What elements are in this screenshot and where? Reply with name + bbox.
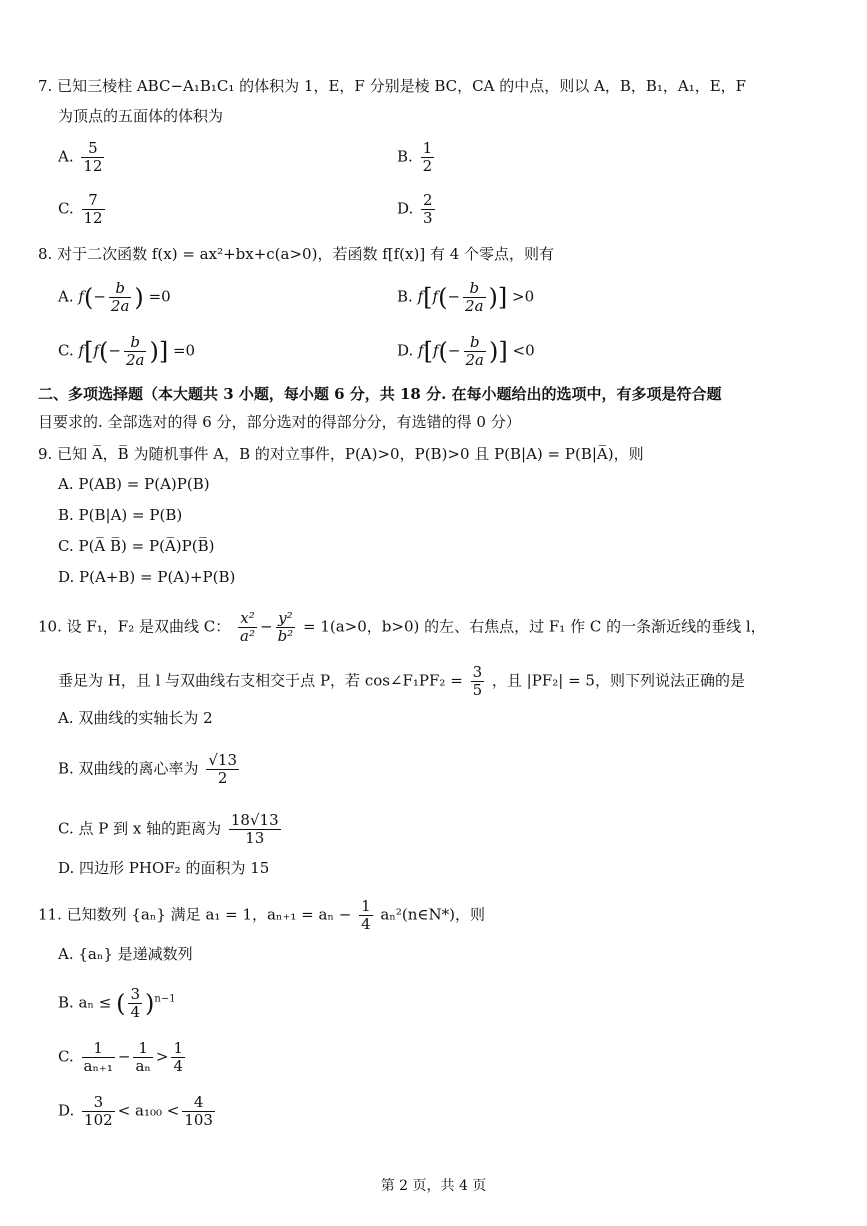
q8-option-b: B. f[f(− $\frac{b}{2a}$ )] >0 [397, 279, 535, 315]
q8-c-fraction: $\frac{b}{2a}$ [125, 333, 145, 369]
q10-stem-line1: 10. 设 F₁，F₂ 是双曲线 C： $\frac{\text{x²}}{\text{a²}}$ − $\frac{\text{y²}}{\text{b²}}$ = 1(a>0，b>0) 的左、右焦点，过 F₁ 作 C 的一条渐近线的垂线 l， [38, 609, 766, 645]
q9-stem: 9. 已知 A̅，B̅ 为随机事件 A，B 的对立事件，P(A)>0，P(B)>0 且 P(B|A) = P(B|A̅)，则 [38, 445, 644, 463]
q10-stem-line2: 垂足为 H，且 l 与双曲线右支相交于点 P，若 cos∠F₁PF₂ = $\frac{3}{5}$ ，且 |PF₂| = 5，则下列说法正确的是 [58, 663, 745, 699]
q8-option-a: A. f(− $\frac{b}{2a}$ ) =0 [58, 279, 171, 315]
q11-c-fraction-2: $\frac{1}{\text{aₙ}}$ [135, 1039, 151, 1075]
q10-cos-fraction: $\frac{3}{5}$ [472, 663, 483, 699]
q10-option-c: C. 点 P 到 x 轴的距离为 $\frac{18√13}{13}$ [58, 811, 279, 847]
q11-c-fraction-3: $\frac{1}{4}$ [173, 1039, 184, 1075]
q9-option-b: B. P(B|A) = P(B) [58, 506, 183, 524]
q11-option-c: C. $\frac{1}{\text{aₙ₊₁}}$ − $\frac{1}{\text{aₙ}}$ > $\frac{1}{4}$ [58, 1039, 184, 1075]
q10-option-b: B. 双曲线的离心率为 $\frac{√13}{2}$ [58, 751, 237, 787]
q7-stem-line1: 7. 已知三棱柱 ABC−A₁B₁C₁ 的体积为 1，E，F 分别是棱 BC，CA 的中点，则以 A，B，B₁，A₁，E，F [38, 77, 747, 95]
q10-option-a: A. 双曲线的实轴长为 2 [58, 709, 213, 727]
q8-option-d: D. f[f(− $\frac{b}{2a}$ )] <0 [397, 333, 535, 369]
q10-y-fraction: $\frac{\text{y²}}{\text{b²}}$ [277, 609, 294, 645]
q11-b-fraction: $\frac{3}{4}$ [130, 985, 141, 1021]
q11-option-d: D. $\frac{3}{102}$ < a₁₀₀ < $\frac{4}{103}$ [58, 1093, 213, 1129]
q11-d-fraction-2: $\frac{4}{103}$ [184, 1093, 213, 1129]
section2-header-line1: 二、多项选择题（本大题共 3 小题，每小题 6 分，共 18 分. 在每小题给出的选项中，有多项是符合题 [38, 385, 722, 403]
q7-a-fraction: $\frac{5}{12}$ [83, 139, 103, 175]
q11-option-b: B. aₙ ≤ ( $\frac{3}{4}$ )$^{n-1}$ [58, 985, 176, 1021]
q8-option-c: C. f[f(− $\frac{b}{2a}$ )] =0 [58, 333, 196, 369]
q10-b-fraction: $\frac{√13}{2}$ [208, 751, 237, 787]
q10-x-fraction: $\frac{\text{x²}}{\text{a²}}$ [240, 609, 255, 645]
q7-option-a: A. $\frac{5}{12}$ [58, 139, 103, 175]
q9-option-c: C. P(A̅ B̅) = P(A̅)P(B̅) [58, 537, 215, 555]
q7-option-c: C. $\frac{7}{12}$ [58, 191, 103, 227]
q7-option-b: B. $\frac{1}{2}$ [397, 139, 433, 175]
q9-option-a: A. P(AB) = P(A)P(B) [58, 475, 210, 493]
q10-option-d: D. 四边形 PHOF₂ 的面积为 15 [58, 859, 270, 877]
q7-b-fraction: $\frac{1}{2}$ [422, 139, 433, 175]
q8-stem: 8. 对于二次函数 f(x) = ax²+bx+c(a>0)，若函数 f[f(x)] 有 4 个零点，则有 [38, 245, 555, 263]
q11-d-fraction-1: $\frac{3}{102}$ [84, 1093, 113, 1129]
q9-option-d: D. P(A+B) = P(A)+P(B) [58, 568, 236, 586]
q7-d-fraction: $\frac{2}{3}$ [423, 191, 433, 227]
q10-c-fraction: $\frac{18√13}{13}$ [230, 811, 279, 847]
q11-option-a: A. {aₙ} 是递减数列 [58, 945, 193, 963]
q11-stem: 11. 已知数列 {aₙ} 满足 a₁ = 1，aₙ₊₁ = aₙ − $\frac{1}{4}$ aₙ²(n∈N*)，则 [38, 897, 485, 933]
q7-option-d: D. $\frac{2}{3}$ [397, 191, 433, 227]
q11-stem-fraction: $\frac{1}{4}$ [361, 897, 371, 933]
q8-b-fraction: $\frac{b}{2a}$ [465, 279, 484, 315]
page-footer: 第 2 页，共 4 页 [380, 1178, 487, 1194]
section2-header-line2: 目要求的. 全部选对的得 6 分，部分选对的得部分分，有选错的得 0 分） [38, 413, 521, 431]
q8-a-fraction: $\frac{b}{2a}$ [110, 279, 130, 315]
q8-d-fraction: $\frac{b}{2a}$ [465, 333, 484, 369]
q7-c-fraction: $\frac{7}{12}$ [83, 191, 103, 227]
q11-c-fraction-1: $\frac{1}{\text{aₙ₊₁}}$ [83, 1039, 113, 1075]
q7-stem-line2: 为顶点的五面体的体积为 [58, 107, 224, 125]
